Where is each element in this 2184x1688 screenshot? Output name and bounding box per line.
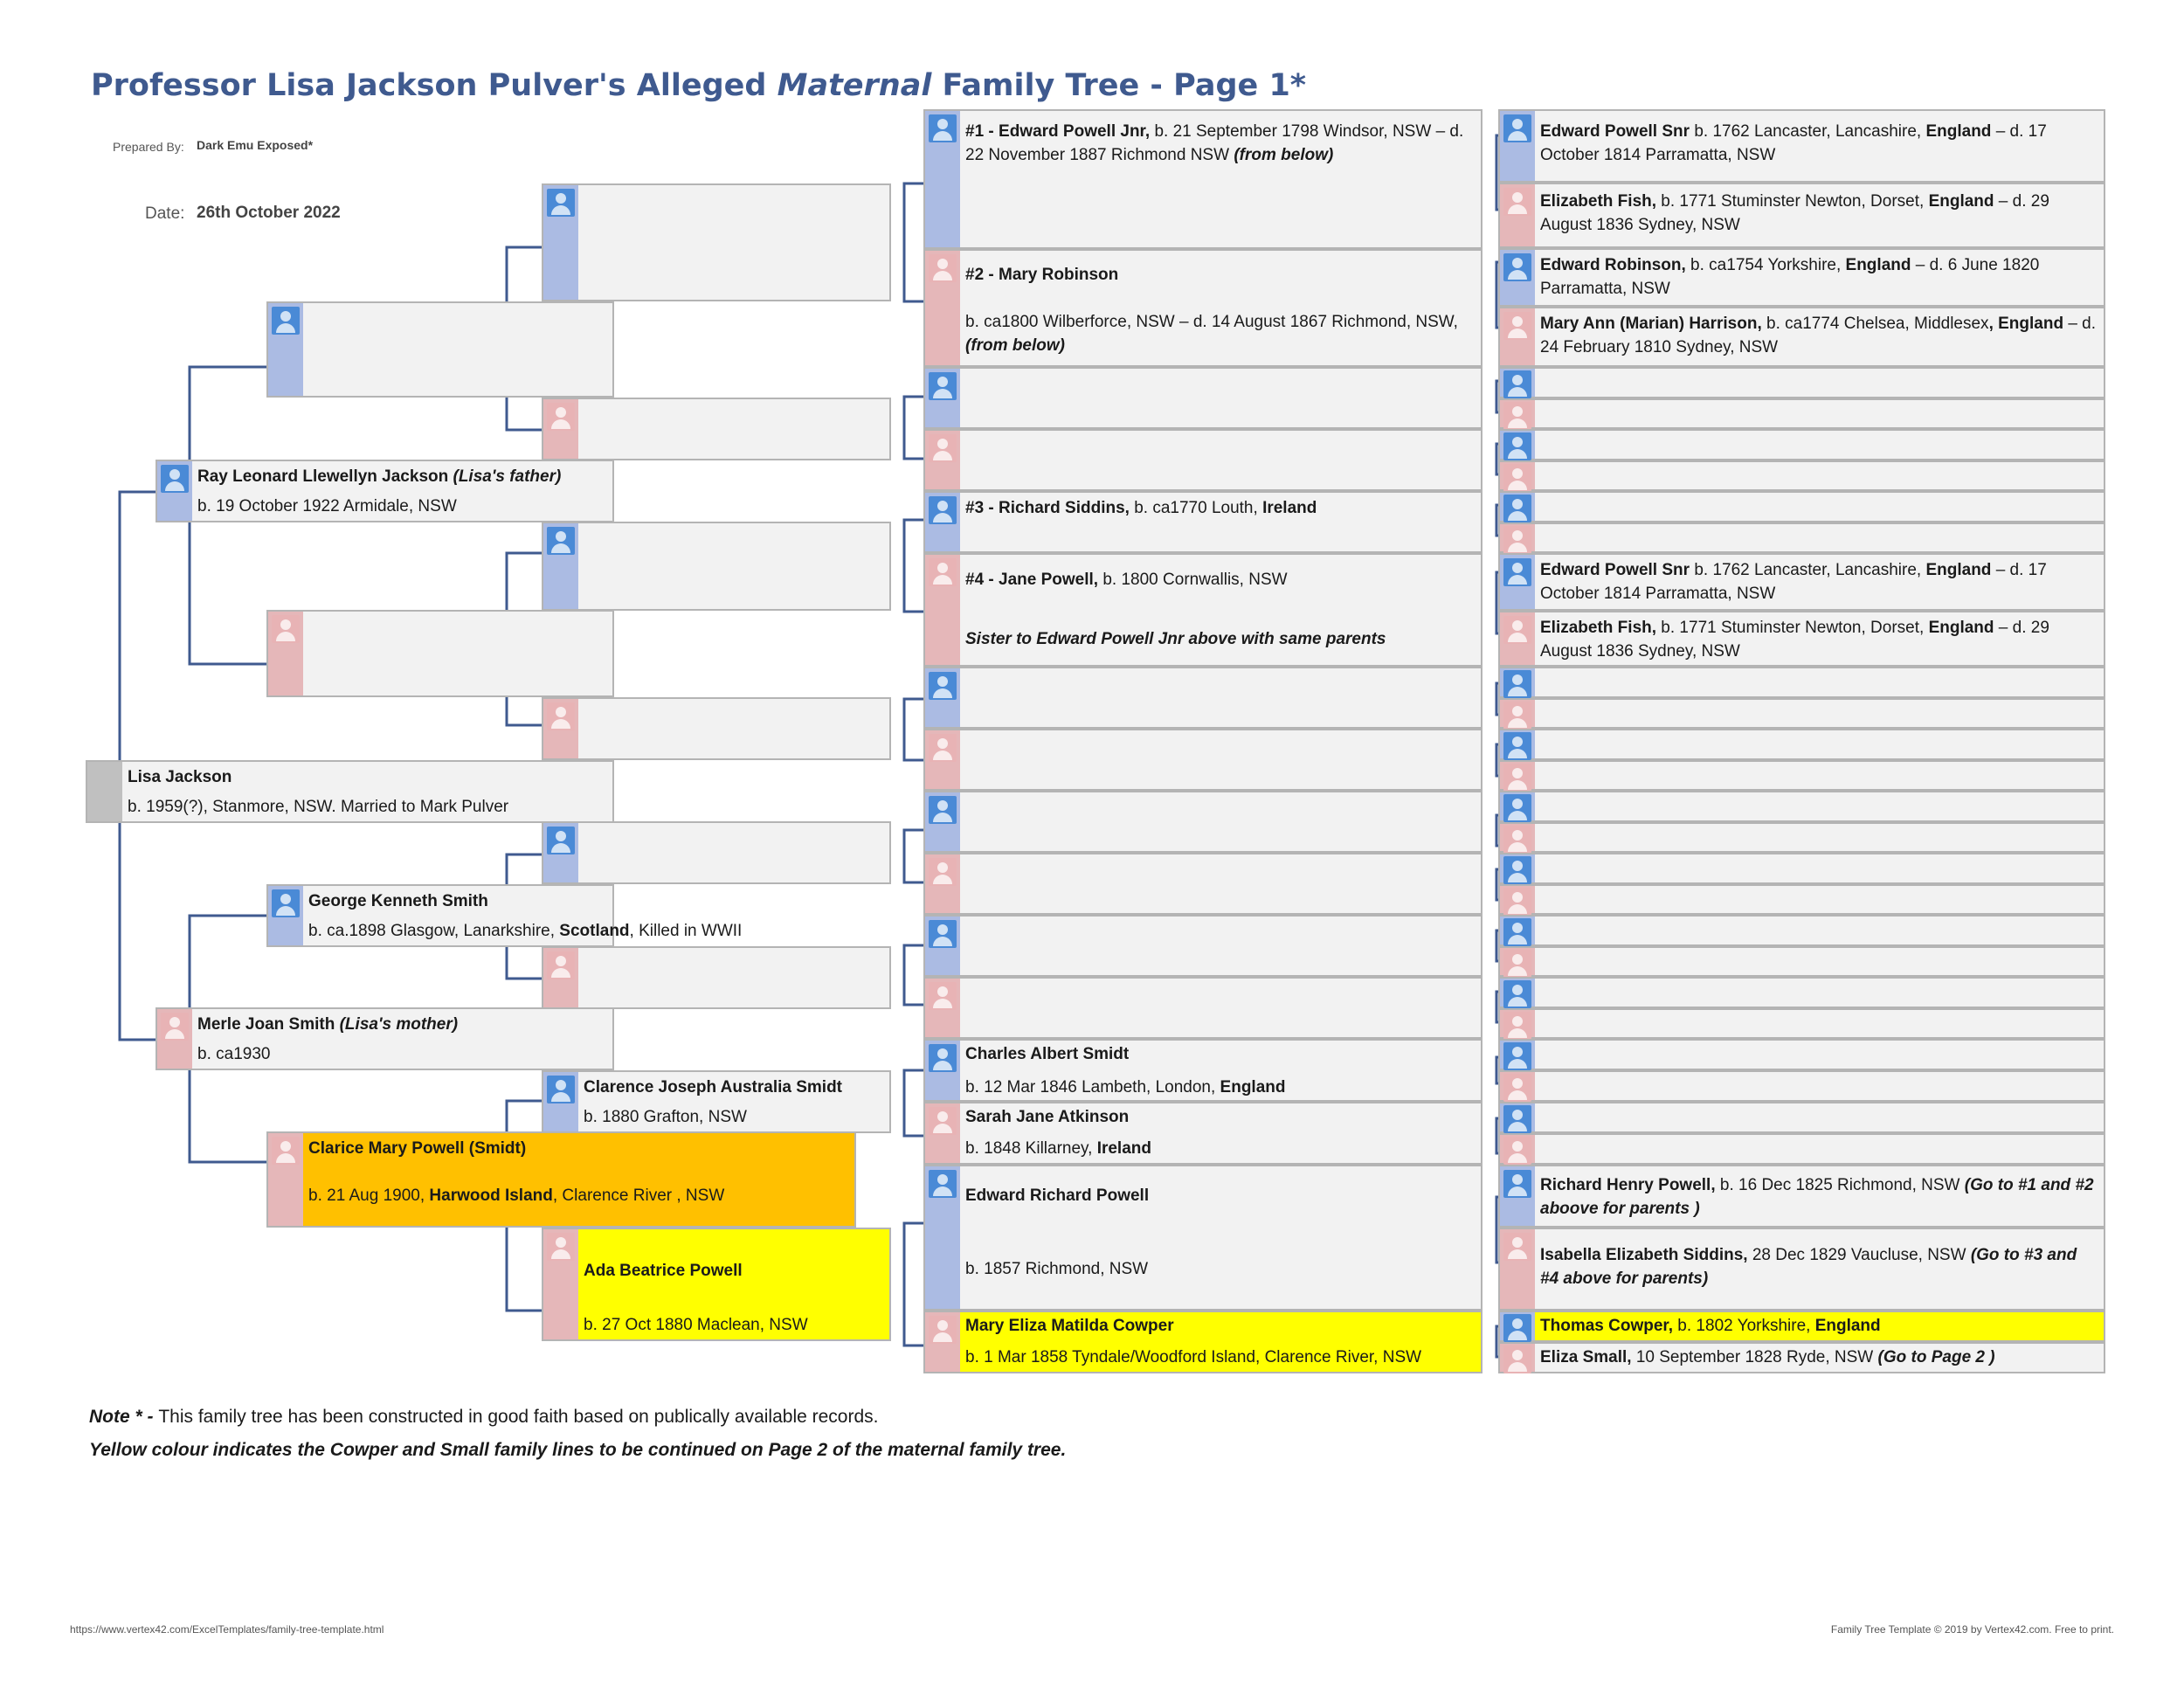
person-details: Edward Powell Snr b. 1762 Lancaster, Lancashire, England – d. 17 October 1814 Parramatta, NSW [1540,122,2047,164]
male-avatar-icon [272,307,300,335]
gender-strip [87,762,122,821]
male-avatar-icon [547,827,575,854]
gender-strip [1500,1229,1535,1309]
person-details: Isabella Elizabeth Siddins, 28 Dec 1829 Vaucluse, NSW (Go to #3 and #4 above for parents) [1540,1246,2077,1288]
male-avatar-icon [1503,114,1531,142]
male-avatar-icon [1503,1170,1531,1198]
prepared-by-value: Dark Emu Exposed* [197,138,314,152]
person-empty-gen5-2[interactable] [923,429,1482,491]
person-name: Ada Beatrice Powell [584,1262,743,1280]
person-isabella-siddins[interactable] [1498,1228,2105,1311]
person-details: b. 1880 Grafton, NSW [584,1108,747,1126]
gender-strip [1500,1103,1535,1131]
male-avatar-icon [929,372,957,400]
female-avatar-icon [272,1137,300,1165]
person-details: Elizabeth Fish, b. 1771 Stuminster Newton, Dorset, England – d. 29 August 1836 Sydney, NSW [1540,619,2049,661]
person-edward-robinson[interactable] [1498,248,2105,307]
person-empty-gen5-7[interactable] [923,915,1482,977]
gender-strip [925,854,960,913]
female-avatar-icon [1503,1137,1531,1165]
person-thomas-cowper[interactable] [1498,1311,2105,1342]
gender-strip [925,730,960,789]
male-avatar-icon [1503,856,1531,884]
gender-strip [1500,431,1535,459]
date-value: 26th October 2022 [197,204,341,222]
gender-strip [925,792,960,851]
gender-strip [543,399,578,459]
gender-strip [1500,462,1535,489]
person-empty-gen6-8[interactable] [1498,698,2105,729]
person-richard-siddins[interactable] [923,491,1482,553]
person-empty-gen5-4[interactable] [923,729,1482,791]
person-empty-paternal-grandfather[interactable] [266,301,614,398]
female-avatar-icon [1503,1233,1531,1261]
male-avatar-icon [929,114,957,142]
person-empty-gen6-11[interactable] [1498,791,2105,822]
female-avatar-icon [1503,950,1531,978]
person-richard-henry-powell[interactable] [1498,1165,2105,1228]
gender-strip [1500,555,1535,609]
gender-strip [1500,854,1535,882]
gender-strip [1500,1166,1535,1226]
person-empty-gen6-7[interactable] [1498,667,2105,698]
gender-strip [925,1166,960,1309]
gender-strip [543,823,578,882]
gender-strip [1500,493,1535,521]
person-empty-gen6-9[interactable] [1498,729,2105,760]
person-details: b. 19 October 1922 Armidale, NSW [197,497,457,515]
person-details: b. 1857 Richmond, NSW [965,1260,1149,1278]
gender-strip [1500,762,1535,789]
female-avatar-icon [547,702,575,730]
person-empty-gen5-3[interactable] [923,667,1482,729]
person-details: Edward Powell Snr b. 1762 Lancaster, Lancashire, England – d. 17 October 1814 Parramatta, NSW [1540,561,2047,603]
person-edward-powell-snr-2[interactable] [1498,553,2105,611]
gender-strip [1500,1344,1535,1372]
gender-strip [268,612,303,695]
person-mary-eliza-cowper[interactable] [923,1311,1482,1373]
female-avatar-icon [1503,764,1531,792]
person-name: Merle Joan Smith (Lisa's mother) [197,1015,459,1034]
female-avatar-icon [929,734,957,762]
gender-strip [543,948,578,1007]
male-avatar-icon [547,527,575,555]
person-name: Ray Leonard Llewellyn Jackson (Lisa's father) [197,467,562,486]
person-details: b. 12 Mar 1846 Lambeth, London, England [965,1078,1286,1097]
male-avatar-icon [1503,495,1531,522]
gender-strip [1500,612,1535,665]
male-avatar-icon [1503,253,1531,281]
person-empty-gen6-19[interactable] [1498,1039,2105,1070]
female-avatar-icon [547,403,575,431]
gender-strip [1500,668,1535,696]
person-details: b. 21 Aug 1900, Harwood Island, Clarence River , NSW [308,1186,725,1205]
person-details: b. 27 Oct 1880 Maclean, NSW [584,1316,808,1334]
female-avatar-icon [929,982,957,1010]
person-lisa-jackson[interactable] [86,760,614,823]
male-avatar-icon [1503,732,1531,760]
female-avatar-icon [1503,616,1531,644]
person-empty-gen6-16[interactable] [1498,946,2105,977]
gender-strip [268,886,303,945]
gender-strip [1500,250,1535,305]
person-details: Thomas Cowper, b. 1802 Yorkshire, England [1540,1317,1881,1335]
person-empty-gen6-15[interactable] [1498,915,2105,946]
gender-strip [925,1312,960,1372]
person-empty-paternal-grandmother[interactable] [266,610,614,697]
gender-strip [1500,917,1535,944]
gender-strip [1500,1135,1535,1163]
footer-credit: Family Tree Template © 2019 by Vertex42.com. Free to print. [1830,1623,2114,1636]
female-avatar-icon [929,434,957,462]
female-avatar-icon [547,1233,575,1261]
female-avatar-icon [1503,826,1531,854]
note-line-1: Note * - This family tree has been constructed in good faith based on publically available records. [89,1407,879,1427]
person-name: #2 - Mary Robinson [965,266,1119,284]
gender-strip [925,251,960,365]
gender-strip [543,1072,578,1131]
person-edward-richard-powell[interactable] [923,1165,1482,1311]
gender-strip [925,1041,960,1100]
person-details: Edward Robinson, b. ca1754 Yorkshire, England – d. 6 June 1820 Parramatta, NSW [1540,256,2040,298]
gender-strip [925,979,960,1037]
person-empty-gen4-2[interactable] [542,398,891,460]
page-title: Professor Lisa Jackson Pulver's Alleged Maternal Family Tree - Page 1* [91,68,1307,103]
person-edward-powell-snr-1[interactable] [1498,109,2105,183]
person-details: Eliza Small, 10 September 1828 Ryde, NSW (Go to Page 2 ) [1540,1348,1995,1366]
male-avatar-icon [1503,980,1531,1008]
person-name: Clarice Mary Powell (Smidt) [308,1139,527,1158]
gender-strip [925,1103,960,1163]
gender-strip [1500,1041,1535,1069]
gender-strip [1500,111,1535,181]
person-eliza-small[interactable] [1498,1342,2105,1373]
gender-strip [1500,308,1535,365]
person-empty-gen6-10[interactable] [1498,760,2105,791]
male-avatar-icon [1503,558,1531,586]
male-avatar-icon [929,796,957,824]
gender-strip [925,917,960,975]
person-empty-gen6-14[interactable] [1498,884,2105,915]
person-clarice-powell[interactable] [266,1131,856,1228]
female-avatar-icon [272,615,300,643]
gender-strip [925,111,960,247]
gender-strip [543,1229,578,1339]
gender-strip [1500,948,1535,975]
person-charles-smidt[interactable] [923,1039,1482,1102]
person-elizabeth-fish-2[interactable] [1498,611,2105,667]
person-jane-powell[interactable] [923,553,1482,667]
male-avatar-icon [547,1076,575,1103]
female-avatar-icon [1503,1346,1531,1373]
prepared-by-label: Prepared By: [113,140,184,154]
male-avatar-icon [1503,1042,1531,1070]
person-details: b. ca.1898 Glasgow, Lanarkshire, Scotland, Killed in WWII [308,922,743,940]
person-ada-powell[interactable] [542,1228,891,1341]
female-avatar-icon [1503,402,1531,430]
person-empty-gen6-17[interactable] [1498,977,2105,1008]
female-avatar-icon [929,254,957,282]
gender-strip [1500,1010,1535,1037]
male-avatar-icon [161,465,189,493]
male-avatar-icon [929,672,957,700]
male-avatar-icon [547,189,575,217]
female-avatar-icon [1503,188,1531,216]
gender-strip [543,185,578,300]
gender-strip [925,431,960,489]
person-mary-ann-harrison[interactable] [1498,307,2105,367]
female-avatar-icon [929,1316,957,1344]
person-empty-gen6-3[interactable] [1498,429,2105,460]
person-empty-gen6-5[interactable] [1498,491,2105,522]
gender-strip [1500,979,1535,1007]
person-name: Lisa Jackson [128,768,232,786]
footer-url[interactable]: https://www.vertex42.com/ExcelTemplates/family-tree-template.html [70,1623,384,1636]
male-avatar-icon [1503,1314,1531,1342]
person-name: Clarence Joseph Australia Smidt [584,1078,843,1097]
person-edward-powell-jnr[interactable] [923,109,1482,249]
person-empty-gen6-4[interactable] [1498,460,2105,491]
gender-strip [1500,824,1535,851]
person-empty-gen4-3[interactable] [542,522,891,611]
person-empty-gen5-8[interactable] [923,977,1482,1039]
gender-strip [543,699,578,758]
male-avatar-icon [1503,670,1531,698]
person-details: b. 1 Mar 1858 Tyndale/Woodford Island, Clarence River, NSW [965,1348,1422,1366]
person-empty-gen5-5[interactable] [923,791,1482,853]
female-avatar-icon [929,1107,957,1135]
person-name: Edward Richard Powell [965,1186,1150,1205]
person-details: #3 - Richard Siddins, b. ca1770 Louth, Ireland [965,499,1317,517]
male-avatar-icon [929,496,957,524]
person-empty-gen6-18[interactable] [1498,1008,2105,1039]
person-elizabeth-fish-1[interactable] [1498,183,2105,248]
person-empty-gen4-5[interactable] [542,821,891,884]
person-empty-gen6-21[interactable] [1498,1102,2105,1133]
gender-strip [925,493,960,551]
gender-strip [1500,524,1535,551]
person-name: George Kenneth Smith [308,892,488,910]
female-avatar-icon [1503,464,1531,492]
person-details: Mary Ann (Marian) Harrison, b. ca1774 Chelsea, Middlesex, England – d. 24 February 1810 Sydney, NSW [1540,315,2097,356]
female-avatar-icon [1503,312,1531,340]
gender-strip [1500,730,1535,758]
person-details: b. 1959(?), Stanmore, NSW. Married to Mark Pulver [128,798,509,816]
male-avatar-icon [929,920,957,948]
female-avatar-icon [1503,526,1531,554]
gender-strip [157,461,192,521]
gender-strip [1500,792,1535,820]
male-avatar-icon [1503,918,1531,946]
female-avatar-icon [1503,702,1531,730]
male-avatar-icon [1503,432,1531,460]
gender-strip [1500,886,1535,913]
note-line-2: Yellow colour indicates the Cowper and Small family lines to be continued on Page 2 of the maternal family tree. [89,1440,1067,1460]
person-details: #1 - Edward Powell Jnr, b. 21 September 1798 Windsor, NSW – d. 22 November 1887 Richmond NSW (from below) [965,122,1464,164]
gender-strip [1500,700,1535,727]
gender-strip [1500,369,1535,397]
person-empty-gen4-1[interactable] [542,183,891,301]
male-avatar-icon [1503,1105,1531,1133]
female-avatar-icon [1503,1012,1531,1040]
person-ray-jackson[interactable] [156,460,614,522]
gender-strip [925,555,960,665]
male-avatar-icon [929,1170,957,1198]
person-name: Mary Eliza Matilda Cowper [965,1317,1174,1335]
person-details: b. ca1800 Wilberforce, NSW – d. 14 August 1867 Richmond, NSW, (from below) [965,313,1458,355]
date-label: Date: [145,204,185,223]
gender-strip [157,1009,192,1069]
person-details: b. ca1930 [197,1045,271,1063]
gender-strip [1500,1312,1535,1340]
person-empty-gen6-6[interactable] [1498,522,2105,553]
person-merle-smith[interactable] [156,1007,614,1070]
person-empty-gen6-1[interactable] [1498,367,2105,398]
person-details: Elizabeth Fish, b. 1771 Stuminster Newton, Dorset, England – d. 29 August 1836 Sydney, NSW [1540,192,2049,234]
male-avatar-icon [1503,794,1531,822]
female-avatar-icon [1503,1074,1531,1102]
gender-strip [1500,1072,1535,1100]
person-details: b. 1848 Killarney, Ireland [965,1139,1151,1158]
male-avatar-icon [929,1044,957,1072]
gender-strip [1500,184,1535,246]
person-empty-gen6-12[interactable] [1498,822,2105,853]
gender-strip [925,369,960,427]
person-empty-gen4-6[interactable] [542,946,891,1009]
person-details: #4 - Jane Powell, b. 1800 Cornwallis, NSW [965,571,1288,589]
female-avatar-icon [929,558,957,586]
person-empty-gen4-4[interactable] [542,697,891,760]
male-avatar-icon [1503,370,1531,398]
person-empty-gen5-1[interactable] [923,367,1482,429]
person-mary-robinson[interactable] [923,249,1482,367]
gender-strip [925,668,960,727]
gender-strip [268,303,303,396]
person-empty-gen5-6[interactable] [923,853,1482,915]
person-empty-gen6-2[interactable] [1498,398,2105,429]
gender-strip [1500,400,1535,427]
gender-strip [268,1133,303,1226]
person-george-smith[interactable] [266,884,743,947]
female-avatar-icon [929,858,957,886]
female-avatar-icon [161,1013,189,1041]
person-empty-gen6-22[interactable] [1498,1133,2105,1165]
gender-strip [543,523,578,609]
person-empty-gen6-13[interactable] [1498,853,2105,884]
person-name: Charles Albert Smidt [965,1045,1130,1063]
female-avatar-icon [547,951,575,979]
person-name: Sarah Jane Atkinson [965,1108,1130,1126]
person-sarah-atkinson[interactable] [923,1102,1482,1165]
person-details: Richard Henry Powell, b. 16 Dec 1825 Richmond, NSW (Go to #1 and #2 aboove for parents ) [1540,1176,2094,1218]
person-note: Sister to Edward Powell Jnr above with same parents [965,630,1386,648]
person-empty-gen6-20[interactable] [1498,1070,2105,1102]
female-avatar-icon [1503,888,1531,916]
male-avatar-icon [272,889,300,917]
person-clarence-smidt[interactable] [542,1070,891,1133]
